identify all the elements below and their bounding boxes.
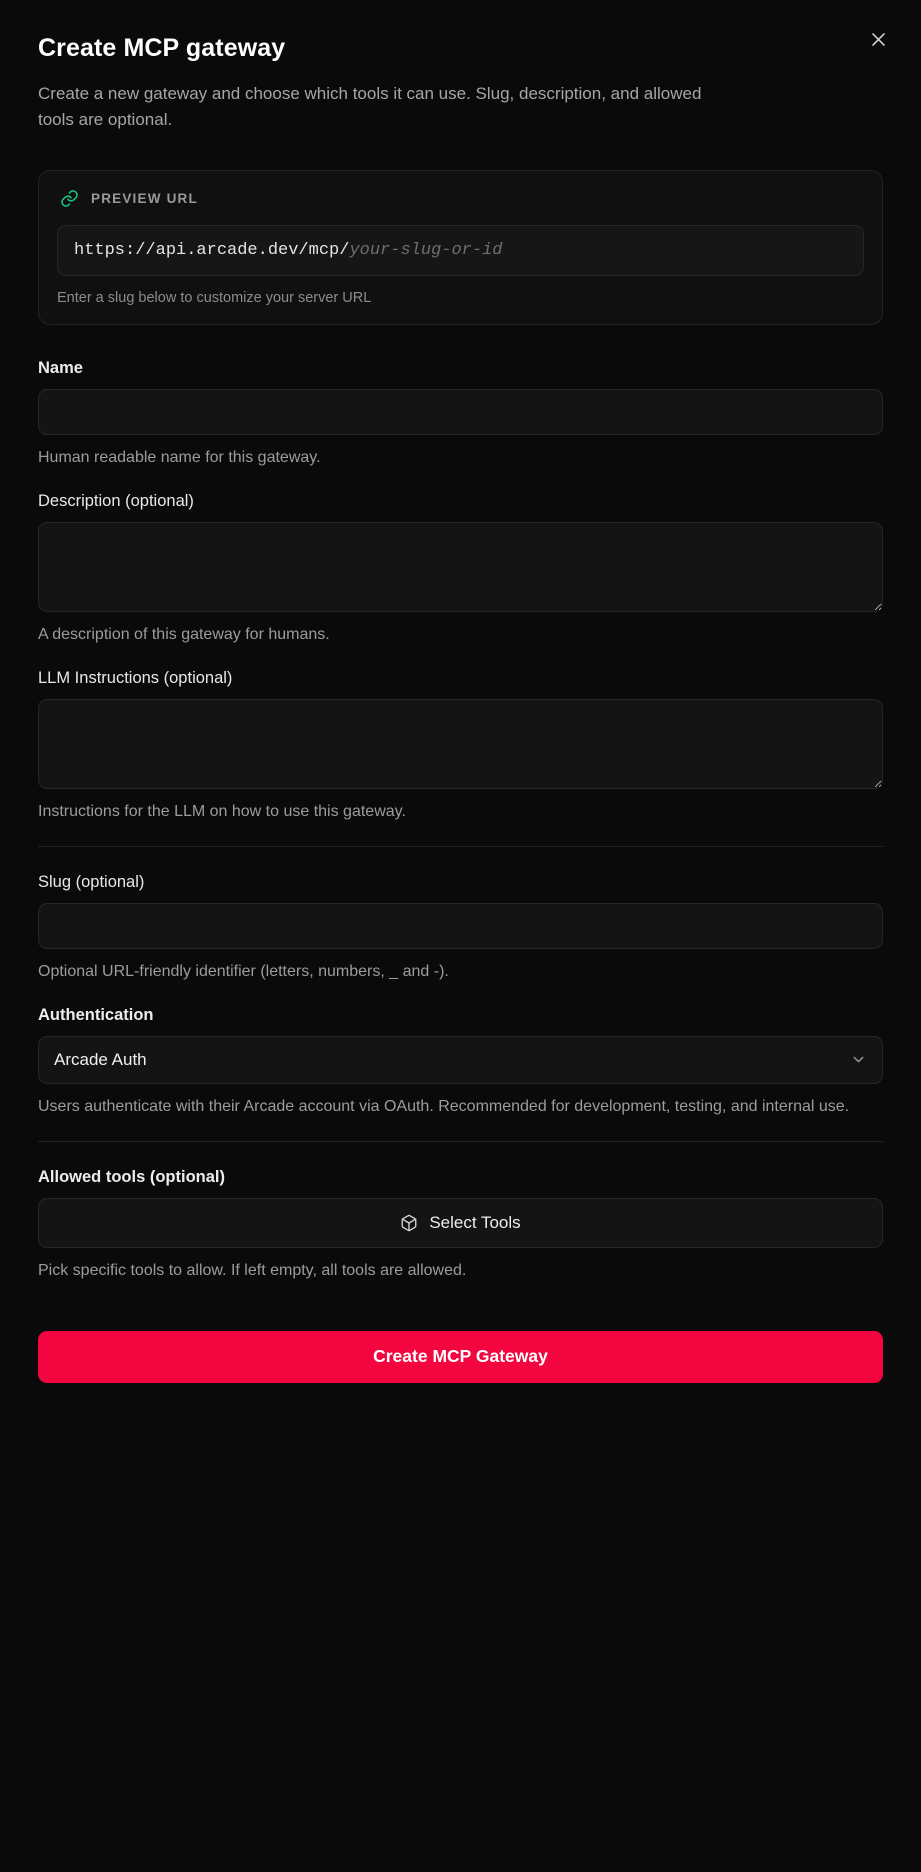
llm-instructions-field-group bbox=[38, 669, 883, 824]
allowed-tools-label: Allowed tools (optional) bbox=[38, 1167, 225, 1186]
divider-tools bbox=[38, 1141, 883, 1142]
dialog-subtitle: Create a new gateway and choose which tools it can use. Slug, description, and allowed tools are optional. bbox=[38, 84, 702, 130]
preview-url-value bbox=[57, 225, 864, 276]
description-help: A description of this gateway for humans. bbox=[38, 625, 330, 643]
authentication-label: Authentication bbox=[38, 1005, 154, 1024]
description-label: Description (optional) bbox=[38, 491, 194, 510]
preview-url-header bbox=[57, 187, 864, 211]
name-label: Name bbox=[38, 358, 83, 377]
allowed-tools-field-group bbox=[38, 1168, 883, 1283]
llm-instructions-input[interactable] bbox=[38, 699, 883, 789]
name-field-group bbox=[38, 359, 883, 470]
bottom-spacer bbox=[38, 1383, 883, 1463]
preview-url-base: https://api.arcade.dev/mcp/ bbox=[74, 240, 350, 260]
chevron-down-icon bbox=[850, 1051, 867, 1068]
authentication-field-group bbox=[38, 1006, 883, 1119]
slug-field-group bbox=[38, 873, 883, 984]
cube-icon bbox=[400, 1214, 418, 1232]
description-input[interactable] bbox=[38, 522, 883, 612]
create-mcp-gateway-button[interactable]: Create MCP Gateway bbox=[38, 1331, 883, 1383]
slug-help: Optional URL-friendly identifier (letters, numbers, _ and -). bbox=[38, 962, 449, 980]
slug-input[interactable] bbox=[38, 903, 883, 949]
page-title: Create MCP gateway bbox=[38, 34, 286, 62]
link-icon bbox=[57, 187, 81, 211]
close-icon[interactable] bbox=[861, 22, 895, 56]
slug-label: Slug (optional) bbox=[38, 872, 145, 891]
authentication-help: Users authenticate with their Arcade account via OAuth. Recommended for development, testing, and internal use. bbox=[38, 1097, 850, 1115]
preview-url-label: PREVIEW URL bbox=[91, 191, 198, 207]
authentication-select[interactable] bbox=[38, 1036, 883, 1084]
llm-instructions-help: Instructions for the LLM on how to use this gateway. bbox=[38, 802, 406, 820]
preview-url-slug-placeholder: your-slug-or-id bbox=[349, 240, 503, 260]
llm-instructions-label: LLM Instructions (optional) bbox=[38, 668, 233, 687]
divider-slug bbox=[38, 846, 883, 847]
authentication-selected-value: Arcade Auth bbox=[54, 1049, 147, 1069]
select-tools-button[interactable] bbox=[38, 1198, 883, 1248]
preview-url-hint: Enter a slug below to customize your server URL bbox=[57, 289, 372, 306]
name-input[interactable] bbox=[38, 389, 883, 435]
allowed-tools-help: Pick specific tools to allow. If left empty, all tools are allowed. bbox=[38, 1261, 467, 1279]
name-help: Human readable name for this gateway. bbox=[38, 448, 321, 466]
preview-url-card bbox=[38, 170, 883, 325]
select-tools-button-label: Select Tools bbox=[429, 1212, 521, 1232]
description-field-group bbox=[38, 492, 883, 647]
